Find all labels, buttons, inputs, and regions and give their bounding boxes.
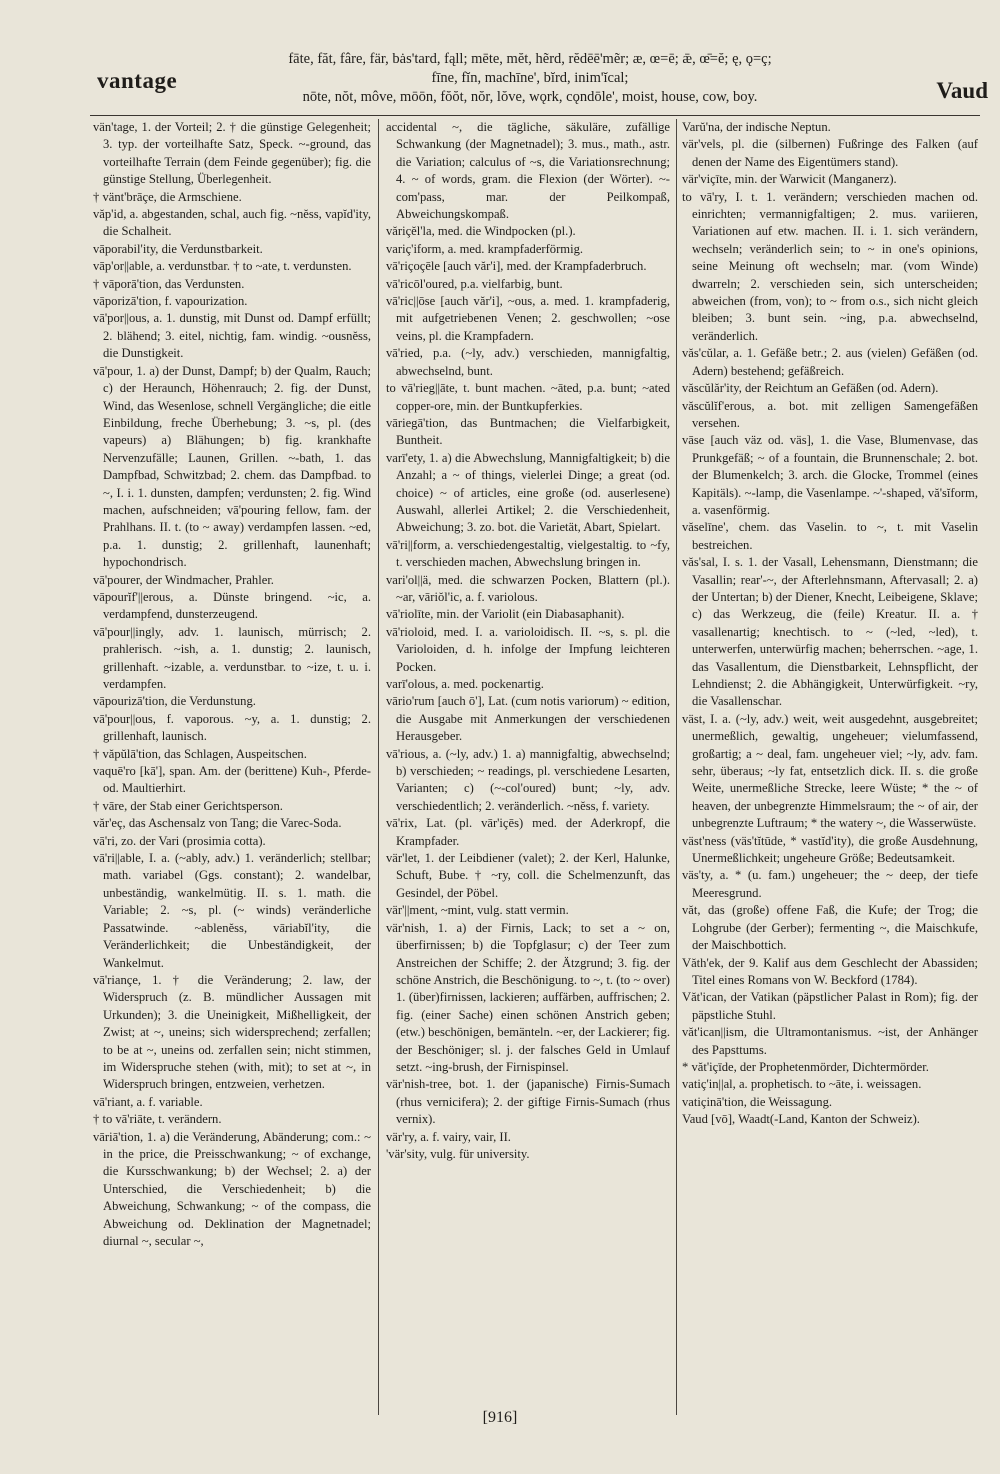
dictionary-entry: Vaud [vō], Waadt(-Land, Kanton der Schweiz).: [682, 1112, 920, 1127]
dictionary-entry: † to vā'riāte, t. verändern.: [93, 1112, 222, 1127]
dictionary-entry: vā'pour, 1. a) der Dunst, Dampf; b) der Qualm, Rauch; c) der Heraunch, Höhenrauch; 2. fig. der Dunst, Wind, das Wesenlose, schnell Vergängliche; die eitle Einbildung, freche Überhebung; 3. ~s, pl. (des vapeurs) a) Blähungen; b) fig. krankhafte Nervenzufälle; Launen, Grillen. ~-bath, 1. das Dampfbad, Schwitzbad; 2. chem. das Dampfbad. to ~, I. i. 1. dunsten, dampfen; verdunsten; 2. fig. Wind machen, aufschneiden; vā'pouring fellow, fam. der Prahlhans. II. t. (to ~ away) verdampfen lassen. ~ed, p.a. 1. dunstig; 2. grillenhaft, launenhaft; hypochondrisch.: [93, 363, 371, 570]
guide-word-right: Vaud: [936, 78, 988, 103]
dictionary-entry: vā'pourer, der Windmacher, Prahler.: [93, 572, 274, 587]
dictionary-entry: † văpŭlā'tion, das Schlagen, Auspeitschen.: [93, 746, 307, 761]
dictionary-entry: Văth'ek, der 9. Kalif aus dem Geschlecht der Abassiden; Titel eines Romans von W. Beckford (1784).: [682, 955, 978, 987]
dictionary-entry: văs'sal, I. s. 1. der Vasall, Lehensmann, Dienstmann; die Vasallin; rear'-~, der Afterlehnsmann, Aftervasall; 2. a) der Untertan; b) der Diener, Knecht, Leibeigene, Sklave; c) das Werkzeug, die (feile) Kreatur. II. a. † vasallenartig; knechtisch. to ~ (~led, ~led), t. unterwerfen, unterwürfig machen; beherrschen. ~age, 1. das Vasallentum, die Dienstbarkeit, Lehnspflicht, der Lehndienst; 2. die Abhängigkeit, Unterwürfigkeit. ~ry, die Vasallenschar.: [682, 555, 978, 709]
dictionary-entry: văselīne', chem. das Vaselin. to ~, t. mit Vaselin bestreichen.: [682, 520, 978, 552]
dictionary-entry: vā'ri||able, I. a. (~ably, adv.) 1. veränderlich; stellbar; math. variabel (Ggs. constant); 2. wandelbar, unbeständig, wankelmütig. II. s. 1. math. die Variable; 2. ~s, pl. (~ winds) veränderliche Passatwinde. ~ablenĕss, vāriabĭl'ity, die Veränderlichkeit; die Unbeständigkeit, der Wankelmut.: [93, 851, 371, 970]
dictionary-entry: väst, I. a. (~ly, adv.) weit, weit ausgedehnt, ausgebreitet; unermeßlich, gewaltig, ungeheuer; vielumfassend, großartig; a ~ deal, fam. ungeheuer viel; ~ly, adv. fam. sehr, überaus; ~ly fat, entsetzlich dick. II. s. die große Weite, unermeßliche Strecke, leere Wüste; * the ~ of heaven, der unbegrenzte Himmelsraum; the ~ of air, der unbegrenzte Luftraum; * the watery ~, die Wasserwüste.: [682, 711, 978, 831]
dictionary-entry: vā'pour||ingly, adv. 1. launisch, mürrisch; 2. prahlerisch. ~ish, a. 1. dunstig; 2. launisch, grillenhaft. ~izable, a. verdunstbar. to ~ize, t. u. i. verdampfen.: [93, 624, 371, 691]
dictionary-entry: vā'pour||ous, f. vaporous. ~y, a. 1. dunstig; 2. grillenhaft, launisch.: [93, 711, 371, 744]
dictionary-entry: văp'id, a. abgestanden, schal, auch fig. ~nĕss, vapĭd'ity, die Schalheit.: [93, 207, 371, 239]
pronunciation-key-line: fāte, făt, fâre, fär, bȧs'tard, fąll; mēte, mĕt, hẽrd, rĕdēē'mẽr; æ, œ=ē; ǣ, œ̄=ĕ; ę, ǫ=ç;: [288, 51, 772, 67]
dictionary-entry: vāpourizā'tion, die Verdunstung.: [93, 694, 256, 709]
dictionary-entry: vāriā'tion, 1. a) die Veränderung, Abänderung; com.: ~ in the price, die Preisschwankung; ~ of exchange, die Kursschwankung; b) der Wechsel; 2. a) der Unterschied, die Verschiedenheit; b) die Abweichung, Schwankung; ~ of the compass, die Abweichung od. Deklination der Magnetnadel; diurnal ~, secular ~,: [93, 1129, 371, 1248]
page-number: [916]: [482, 1409, 518, 1426]
dictionary-entry: vāse [auch väz od. väs], 1. die Vase, Blumenvase, das Prunkgefäß; ~ of a fountain, die Brunnenschale; 2. bot. der Blumenkelch; 3. arch. die Glocke, Trommel (eines Kapitäls). ~-lamp, die Vasenlampe. ~'-shaped, vă'sĭform, a. vasenförmig.: [682, 433, 978, 517]
dictionary-entry: vär'let, 1. der Leibdiener (valet); 2. der Kerl, Halunke, Schuft, Bube. † ~ry, coll. die Schelmenzunft, das Gesindel, der Pöbel.: [386, 851, 670, 900]
dictionary-entry: văs'cŭlar, a. 1. Gefäße betr.; 2. aus (vielen) Gefäßen (od. Adern) bestehend; gefäßreich.: [682, 346, 978, 378]
dictionary-entry: văscŭlăr'ity, der Reichtum an Gefäßen (od. Adern).: [682, 381, 939, 396]
dictionary-entry: vāporabil'ity, die Verdunstbarkeit.: [93, 241, 263, 256]
dictionary-entry: vāp'or||able, a. verdunstbar. † to ~ate, t. verdunsten.: [93, 259, 352, 274]
dictionary-entry: † vāre, der Stab einer Gerichtsperson.: [93, 798, 283, 813]
dictionary-entry: väst'ness (väs'tĭtūde, * vastĭd'ity), die große Ausdehnung, Unermeßlichkeit; ungeheure Größe; Bedeutsamkeit.: [682, 833, 978, 866]
dictionary-entry: vari'ol||ä, med. die schwarzen Pocken, Blattern (pl.). ~ar, vāriŏl'ic, a. f. variolous.: [386, 572, 670, 604]
dictionary-entry: † vänt'brāçe, die Armschiene.: [93, 189, 242, 204]
dictionary-entry: väs'ty, a. * (u. fam.) ungeheuer; the ~ deep, der tiefe Meeresgrund.: [682, 868, 978, 900]
header-rule: [90, 115, 980, 116]
dictionary-entry: † vāporā'tion, das Verdunsten.: [93, 276, 245, 291]
dictionary-entry: accidental ~, die tägliche, säkuläre, zufällige Schwankung (der Magnetnadel); 3. mus., math., astr. die Variation; calculus of ~s, die Variationsrechnung; 4. ~ of words, gram. die Flexion (der Wörter). ~-com'pass, mar. der Peilkompaß, Abweichungskompaß.: [386, 120, 670, 222]
dictionary-entry: to vā'rieg||āte, t. bunt machen. ~āted, p.a. bunt; ~ated copper-ore, min. der Buntkupferkies.: [386, 381, 670, 413]
column-2: [386, 119, 670, 1415]
dictionary-entry: varī'olous, a. med. pockenartig.: [386, 677, 544, 691]
column-3: [682, 119, 978, 1415]
dictionary-entry: vatiç'in||al, a. prophetisch. to ~āte, i. weissagen.: [682, 1077, 922, 1092]
dictionary-entry: vāporizā'tion, f. vapourization.: [93, 294, 248, 309]
dictionary-entry: to vā'ry, I. t. 1. verändern; verschieden machen od. einrichten; vermannigfaltigen; 2. mus. variieren, Variationen auf etw. machen. II. i. 1. sich verändern, wechseln; veränderlich sein; to ~ in one's opinions, seine Meinung oft wechseln; mar. (vom Winde) dwarreln; 2. verschieden sein, sich unterscheiden; abweichen (from, von); to ~ from o.s., sich nicht gleich bleiben; 3. bunt sein. ~ing, p.a. abwechselnd, veränderlich.: [682, 189, 978, 343]
dictionary-entry: vārio'rum [auch ō'], Lat. (cum notis variorum) ~ edition, die Ausgabe mit Anmerkungen der verschiedenen Herausgeber.: [386, 694, 670, 744]
dictionary-entry: vā'rious, a. (~ly, adv.) 1. a) mannigfaltig, abwechselnd; b) verschieden; ~ readings, pl. verschiedene Lesarten, Varianten; c) (~-col'oured) bunt; ~ly, adv. verschiedentlich; 2. veränderlich. ~nĕss, f. variety.: [386, 746, 670, 813]
dictionary-entry: Văt'ican, der Vatikan (päpstlicher Palast in Rom); fig. der päpstliche Stuhl.: [682, 990, 978, 1022]
guide-word-left: vantage: [97, 68, 178, 93]
dictionary-entry: vā'ri||form, a. verschiedengestaltig, vielgestaltig. to ~fy, t. verschieden machen, Abwechslung bringen in.: [386, 537, 670, 570]
dictionary-entry: vär'vels, pl. die (silbernen) Fußringe des Falken (auf denen der Name des Eigentümers stand).: [682, 137, 978, 169]
dictionary-entry: văt'ican||ism, die Ultramontanismus. ~ist, der Anhänger des Papsttums.: [682, 1025, 978, 1057]
dictionary-entry: vāpourĭf'||erous, a. Dünste bringend. ~ic, a. verdampfend, dunsterzeugend.: [93, 589, 371, 622]
dictionary-entry: văscŭlĭf'erous, a. bot. mit zelligen Samengefäßen versehen.: [682, 398, 978, 430]
dictionary-entry: vaquē'ro [kā'], span. Am. der (berittene) Kuh-, Pferde- od. Maultierhirt.: [93, 764, 371, 796]
dictionary-entry: vā'ried, p.a. (~ly, adv.) verschieden, mannigfaltig, abwechselnd, bunt.: [386, 346, 670, 378]
dictionary-entry: văt, das (große) offene Faß, die Kufe; der Trog; die Lohgrube (der Gerber); fermenting ~, die Maischkufe, der Maischbottich.: [682, 903, 978, 953]
pronunciation-key-line: fīne, fĭn, machīne', bĭrd, inim'ĭcal;: [431, 70, 629, 86]
column-divider: [378, 119, 379, 1415]
dictionary-entry: vän'tage, 1. der Vorteil; 2. † die günstige Gelegenheit; 3. typ. der vorteilhafte Satz, Speck. ~-ground, das vorteilhafte Terrain (dem Feinde gegenüber); fig. die günstige Stellung, Überlegenheit.: [93, 120, 371, 187]
dictionary-entry: vā'riant, a. f. variable.: [93, 1094, 203, 1109]
column-1: [93, 119, 371, 1415]
dictionary-entry: vā'rioloid, med. I. a. varioloidisch. II. ~s, s. pl. die Varioloiden, d. h. infolge der Impfung leichteren Pocken.: [386, 624, 670, 674]
dictionary-entry: vā'ri, zo. der Vari (prosimia cotta).: [93, 833, 266, 848]
dictionary-entry: * văt'içīde, der Prophetenmörder, Dichtermörder.: [682, 1059, 929, 1074]
dictionary-entry: 'vär'sity, vulg. für university.: [386, 1146, 530, 1161]
dictionary-entry: vā'riançe, 1. † die Veränderung; 2. law, der Widerspruch (z. B. mündlicher Aussagen mit Urkunden); 3. die Uneinigkeit, Mißhelligkeit, der Zwist; at ~, uneins; sich widersprechend; zerfallen; to be at ~, uneins od. zerfallen sein; nicht stimmen, im Widerspruche stehen (with, mit); to set at ~, in Widerspruch bringen, entzweien, verhetzen.: [93, 972, 371, 1092]
dictionary-entry: Varŭ'na, der indische Neptun.: [682, 120, 831, 134]
dictionary-entry: variç'iform, a. med. krampfaderförmig.: [386, 241, 584, 256]
column-divider: [676, 119, 677, 1415]
dictionary-entry: văr'eç, das Aschensalz von Tang; die Varec-Soda.: [93, 816, 342, 831]
pronunciation-key-line: nōte, nŏt, môve, mōōn, fŏŏt, nŏr, lŏve, wǫrk, cǫndōle', moist, house, cow, boy.: [302, 89, 758, 105]
dictionary-entry: vatiçinā'tion, die Weissagung.: [682, 1094, 833, 1109]
dictionary-entry: vāriegā'tion, das Buntmachen; die Vielfarbigkeit, Buntheit.: [386, 415, 670, 448]
dictionary-entry: vā'rix, Lat. (pl. vār'içēs) med. der Aderkropf, die Krampfader.: [386, 816, 670, 848]
dictionary-entry: vär'ry, a. f. vairy, vair, II.: [386, 1129, 511, 1144]
dictionary-entry: vā'riçoçēle [auch văr'i], med. der Krampfaderbruch.: [386, 259, 647, 274]
dictionary-entry: varī'ety, 1. a) die Abwechslung, Mannigfaltigkeit; b) die Anzahl; a ~ of things, vielerlei Dinge; a great (od. choice) ~ of articles, eine große (od. auserlesene) Auswahl, allerlei Artikel; 2. die Verschiedenheit, Abweichung; 3. zo. bot. die Varietät, Abart, Spielart.: [386, 450, 670, 535]
pronunciation-key: [250, 50, 810, 107]
dictionary-entry: vā'riolīte, min. der Variolit (ein Diabasaphanit).: [386, 607, 625, 622]
dictionary-entry: vā'ricōl'oured, p.a. vielfarbig, bunt.: [386, 276, 563, 291]
dictionary-entry: vär'||ment, ~mint, vulg. statt vermin.: [386, 903, 569, 918]
dictionary-entry: vā'por||ous, a. 1. dunstig, mit Dunst od. Dampf erfüllt; 2. blähend; 3. eitel, nichtig, fam. windig. ~ousnĕss, die Dunstigkeit.: [93, 311, 371, 361]
dictionary-entry: vär'nish-tree, bot. 1. der (japanische) Firnis-Sumach (rhus vernicifera); 2. der giftige Firnis-Sumach (rhus vernix).: [386, 1077, 670, 1127]
dictionary-entry: văriçĕl'la, med. die Windpocken (pl.).: [386, 224, 576, 239]
dictionary-entry: vär'viçīte, min. der Warwicit (Manganerz).: [682, 172, 897, 187]
dictionary-entry: vā'ric||ōse [auch văr'i], ~ous, a. med. 1. krampfaderig, mit aufgetriebenen Venen; 2. geschwollen; ~ose veins, pl. die Krampfadern.: [386, 294, 670, 343]
dictionary-entry: vär'nish, 1. a) der Firnis, Lack; to set a ~ on, überfirnissen; b) die Topfglasur; c) der Teer zum Anstreichen der Schiffe; 2. der Ätzgrund; 3. fig. der schöne Anstrich, die Beschönigung. to ~, t. (to ~ over) 1. (über)firnissen, lackieren; auffärben, auffrischen; 2. fig. (einer Sache) einen schönen Anstrich geben; (etw.) beschönigen, bemänteln. ~er, der Lackierer; fig. der Beschöniger; sl. j. der falsches Geld in Umlauf setzt. ~ing-brush, der Firnispinsel.: [386, 920, 670, 1074]
